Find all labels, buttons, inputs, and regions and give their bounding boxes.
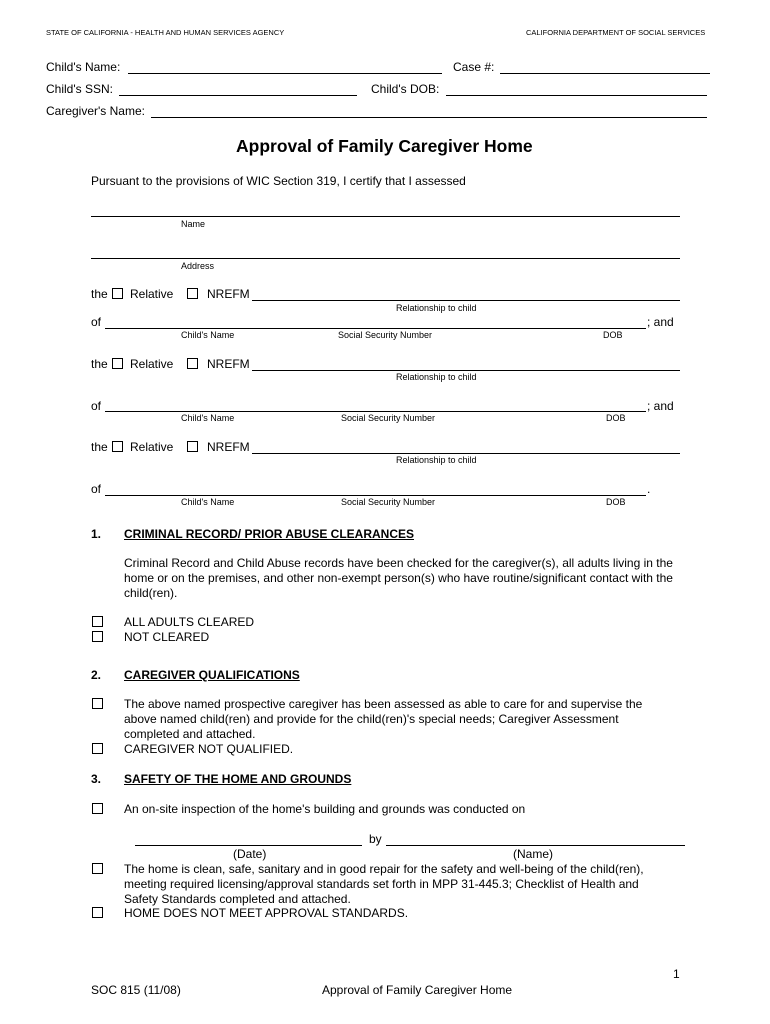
section3-heading: SAFETY OF THE HOME AND GROUNDS [124, 772, 352, 786]
childs-dob-label: Child's DOB: [371, 82, 440, 96]
inspection-conducted-label: An on-site inspection of the home's building and grounds was conducted on [124, 802, 526, 816]
relative-checkbox[interactable] [112, 358, 123, 369]
ssn-caption: Social Security Number [341, 413, 436, 423]
not-cleared-checkbox[interactable] [92, 631, 103, 642]
ssn-caption: Social Security Number [341, 497, 436, 507]
home-not-approved-label: HOME DOES NOT MEET APPROVAL STANDARDS. [124, 906, 409, 920]
relationship-field[interactable] [252, 300, 680, 301]
childs-name-label: Child's Name: [46, 60, 121, 74]
assessed-address-field[interactable] [91, 258, 680, 259]
child-info-field[interactable] [105, 411, 646, 412]
childs-dob-field[interactable] [446, 95, 707, 96]
of-label: of [91, 399, 102, 413]
relative-label: Relative [130, 440, 174, 454]
by-label: by [369, 832, 382, 846]
period-suffix: . [647, 482, 651, 496]
the-label: the [91, 357, 108, 371]
relative-label: Relative [130, 287, 174, 301]
relationship-caption: Relationship to child [396, 455, 477, 465]
name-caption: Name [181, 219, 206, 229]
caregiver-qualified-checkbox[interactable] [92, 698, 103, 709]
footer-form-title: Approval of Family Caregiver Home [322, 983, 513, 997]
home-approved-checkbox[interactable] [92, 863, 103, 874]
section2-heading: CAREGIVER QUALIFICATIONS [124, 668, 300, 682]
all-adults-cleared-checkbox[interactable] [92, 616, 103, 627]
childs-name-field[interactable] [128, 73, 442, 74]
section1-number: 1. [91, 527, 102, 541]
inspection-conducted-checkbox[interactable] [92, 803, 103, 814]
dob-caption: DOB [606, 497, 626, 507]
ssn-caption: Social Security Number [338, 330, 433, 340]
all-adults-cleared-label: ALL ADULTS CLEARED [124, 615, 255, 629]
relationship-caption: Relationship to child [396, 303, 477, 313]
relationship-field[interactable] [252, 453, 680, 454]
inspector-name-field[interactable] [386, 845, 685, 846]
home-not-approved-checkbox[interactable] [92, 907, 103, 918]
caregivers-name-label: Caregiver's Name: [46, 104, 145, 118]
nrefm-checkbox[interactable] [187, 358, 198, 369]
relationship-field[interactable] [252, 370, 680, 371]
relative-checkbox[interactable] [112, 288, 123, 299]
caregivers-name-field[interactable] [151, 117, 707, 118]
section2-number: 2. [91, 668, 102, 682]
assessed-name-field[interactable] [91, 216, 680, 217]
page-title: Approval of Family Caregiver Home [236, 136, 533, 156]
page-number: 1 [673, 967, 680, 981]
child-info-field[interactable] [105, 328, 646, 329]
date-caption: (Date) [233, 847, 267, 861]
form-id: SOC 815 (11/08) [91, 983, 181, 997]
name-caption-inspector: (Name) [513, 847, 554, 861]
and-suffix: ; and [647, 399, 674, 413]
case-number-label: Case #: [453, 60, 495, 74]
not-cleared-label: NOT CLEARED [124, 630, 210, 644]
childs-name-caption: Child's Name [181, 497, 235, 507]
nrefm-checkbox[interactable] [187, 288, 198, 299]
nrefm-checkbox[interactable] [187, 441, 198, 452]
of-label: of [91, 315, 102, 329]
dob-caption: DOB [606, 413, 626, 423]
childs-name-caption: Child's Name [181, 330, 235, 340]
dob-caption: DOB [603, 330, 623, 340]
home-approved-text: The home is clean, safe, sanitary and in good repair for the safety and well-being of the child(ren), meeting required licensing/approval standards set forth in MPP 31-445.3; Checklist of Health and Safety Standards completed and attached. [124, 862, 644, 906]
nrefm-label: NREFM [207, 357, 250, 371]
agency-left-header: STATE OF CALIFORNIA - HEALTH AND HUMAN SERVICES AGENCY [46, 28, 285, 37]
caregiver-not-qualified-checkbox[interactable] [92, 743, 103, 754]
the-label: the [91, 287, 108, 301]
child-info-field[interactable] [105, 495, 646, 496]
childs-ssn-label: Child's SSN: [46, 82, 113, 96]
relationship-caption: Relationship to child [396, 372, 477, 382]
inspection-date-field[interactable] [135, 845, 362, 846]
nrefm-label: NREFM [207, 440, 250, 454]
intro-text: Pursuant to the provisions of WIC Section 319, I certify that I assessed [91, 174, 466, 188]
section1-text: Criminal Record and Child Abuse records have been checked for the caregiver(s), all adults living in the home or on the premises, and other non-exempt person(s) who have routine/significant contact with the child(ren). [124, 556, 673, 600]
agency-right-header: CALIFORNIA DEPARTMENT OF SOCIAL SERVICES [526, 28, 706, 37]
section1-heading: CRIMINAL RECORD/ PRIOR ABUSE CLEARANCES [124, 527, 415, 541]
section3-number: 3. [91, 772, 102, 786]
caregiver-not-qualified-label: CAREGIVER NOT QUALIFIED. [124, 742, 294, 756]
childs-name-caption: Child's Name [181, 413, 235, 423]
of-label: of [91, 482, 102, 496]
childs-ssn-field[interactable] [119, 95, 357, 96]
caregiver-qualified-text: The above named prospective caregiver has been assessed as able to care for and supervise the above named child(ren) and provide for the child(ren)'s special needs; Caregiver Assessment completed and attached. [124, 697, 643, 741]
case-number-field[interactable] [500, 73, 710, 74]
the-label: the [91, 440, 108, 454]
and-suffix: ; and [647, 315, 674, 329]
nrefm-label: NREFM [207, 287, 250, 301]
relative-label: Relative [130, 357, 174, 371]
relative-checkbox[interactable] [112, 441, 123, 452]
address-caption: Address [181, 261, 215, 271]
